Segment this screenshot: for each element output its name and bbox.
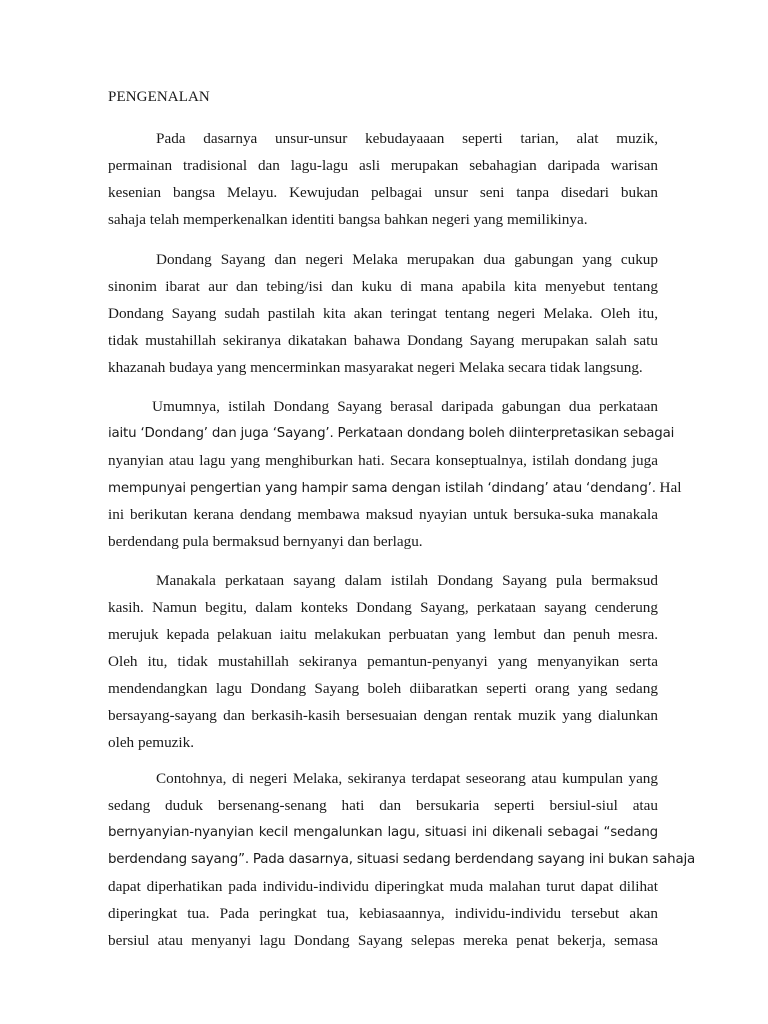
text-line: kasih. Namun begitu, dalam konteks Dondang Sayang, perkataan sayang cenderung bbox=[108, 599, 658, 616]
text-line: Contohnya, di negeri Melaka, sekiranya terdapat seseorang atau kumpulan yang bbox=[156, 770, 658, 787]
text-line: Umumnya, istilah Dondang Sayang berasal daripada gabungan dua perkataan bbox=[152, 398, 658, 415]
text-line: permainan tradisional dan lagu-lagu asli merupakan sebahagian daripada warisan bbox=[108, 157, 658, 174]
text-line: Pada dasarnya unsur-unsur kebudayaaan seperti tarian, alat muzik, bbox=[156, 130, 658, 147]
text-line bbox=[108, 474, 682, 501]
text-line: Dondang Sayang dan negeri Melaka merupakan dua gabungan yang cukup bbox=[156, 251, 658, 268]
text-line: ini berikutan kerana dendang membawa maksud nyayian untuk bersuka-suka manakala bbox=[108, 506, 658, 523]
text-line: dapat diperhatikan pada individu-individu diperingkat muda malahan turut dapat dilihat bbox=[108, 878, 658, 895]
text-line: sedang duduk bersenang-senang hati dan bersukaria seperti bersiul-siul atau bbox=[108, 797, 658, 814]
paragraph-1 bbox=[108, 125, 658, 233]
paragraph-2 bbox=[108, 246, 658, 381]
text-line: sinonim ibarat aur dan tebing/isi dan kuku di mana apabila kita menyebut tentang bbox=[108, 278, 658, 295]
text-line: merujuk kepada pelakuan iaitu melakukan perbuatan yang lembut dan penuh mesra. bbox=[108, 626, 658, 643]
text-line: bersiul atau menyanyi lagu Dondang Sayang selepas mereka penat bekerja, semasa bbox=[108, 932, 658, 949]
text-line: oleh pemuzik. bbox=[108, 734, 195, 751]
text-line: mendendangkan lagu Dondang Sayang boleh diibaratkan seperti orang yang sedang bbox=[108, 680, 658, 697]
text-line: berdendang pula bermaksud bernyanyi dan berlagu. bbox=[108, 533, 423, 550]
text-line: iaitu ‘Dondang’ dan juga ‘Sayang’. Perkataan dondang boleh diinterpretasikan sebagai bbox=[108, 426, 675, 441]
text-line: Oleh itu, tidak mustahillah sekiranya pemantun-penyanyi yang menyanyikan serta bbox=[108, 653, 658, 670]
text-line: Dondang Sayang sudah pastilah kita akan teringat tentang negeri Melaka. Oleh itu, bbox=[108, 305, 658, 322]
text-line: Manakala perkataan sayang dalam istilah Dondang Sayang pula bermaksud bbox=[156, 572, 658, 589]
text-line: tidak mustahillah sekiranya dikatakan bahawa Dondang Sayang merupakan salah satu bbox=[108, 332, 658, 349]
text-line: khazanah budaya yang mencerminkan masyarakat negeri Melaka secara tidak langsung. bbox=[108, 359, 643, 376]
text-line: sahaja telah memperkenalkan identiti bangsa bahkan negeri yang memilikinya. bbox=[108, 211, 588, 228]
paragraph-5 bbox=[108, 765, 695, 954]
text-line: bernyanyian-nyanyian kecil mengalunkan lagu, situasi ini dikenali sebagai “sedang bbox=[108, 825, 658, 840]
paragraph-3 bbox=[108, 393, 682, 555]
text-line: kesenian bangsa Melayu. Kewujudan pelbagai unsur seni tanpa disedari bukan bbox=[108, 184, 658, 201]
text-line: bersayang-sayang dan berkasih-kasih bersesuaian dengan rentak muzik yang dialunkan bbox=[108, 707, 658, 724]
page-title: PENGENALAN bbox=[108, 89, 210, 105]
text-line: berdendang sayang”. Pada dasarnya, situasi sedang berdendang sayang ini bukan sahaja bbox=[108, 852, 695, 867]
text-segment: Hal bbox=[659, 479, 682, 496]
text-line: nyanyian atau lagu yang menghiburkan hati. Secara konseptualnya, istilah dondang juga bbox=[108, 452, 658, 469]
text-line: diperingkat tua. Pada peringkat tua, kebiasaannya, individu-individu tersebut akan bbox=[108, 905, 658, 922]
text-segment: mempunyai pengertian yang hampir sama dengan istilah ‘dindang’ atau ‘dendang’. bbox=[108, 481, 656, 496]
paragraph-4 bbox=[108, 567, 658, 756]
